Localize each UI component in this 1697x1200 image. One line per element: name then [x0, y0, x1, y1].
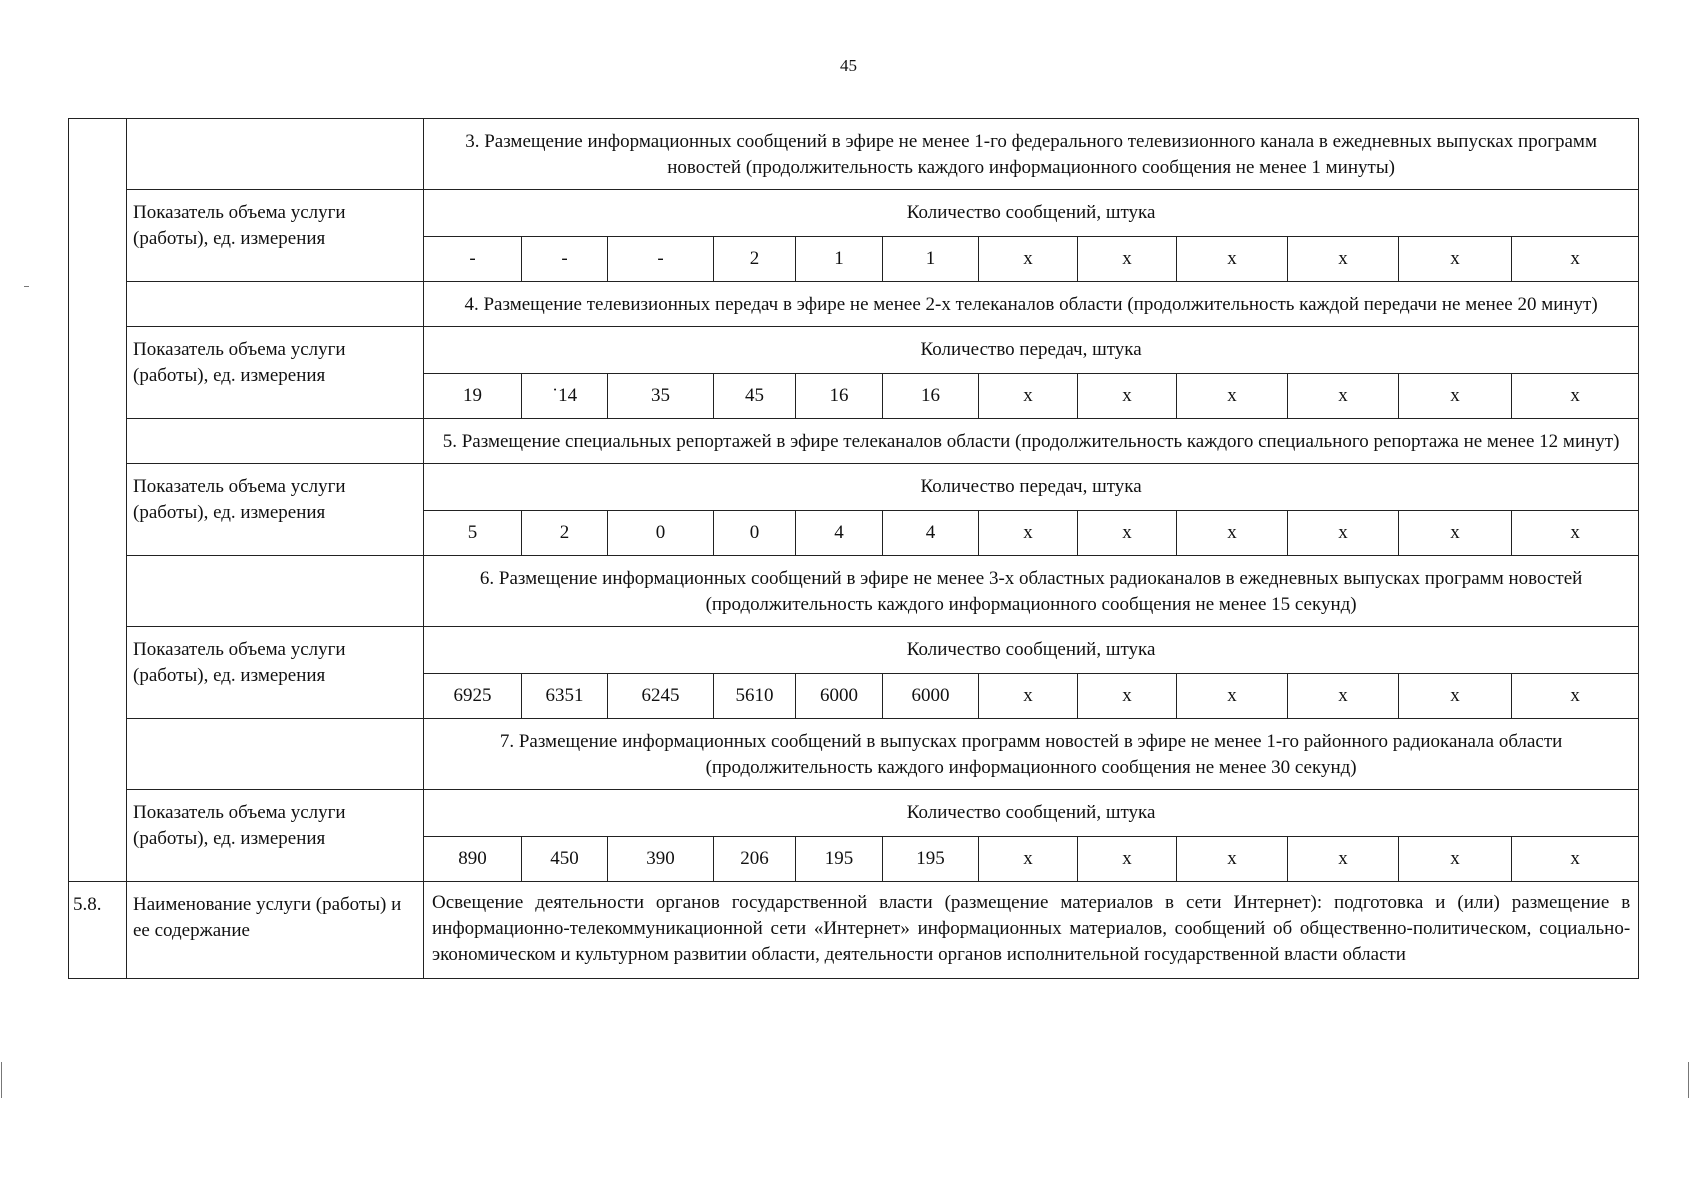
label-cell-empty	[127, 556, 424, 627]
value-cell: x	[1288, 674, 1399, 719]
label-cell-empty	[127, 419, 424, 464]
value-cell: x	[1177, 511, 1288, 556]
value-cell: x	[979, 837, 1078, 882]
service-title: 5. Размещение специальных репортажей в эфире телеканалов области (продолжительность каждого специального репортажа не менее 12 минут)	[424, 419, 1639, 464]
value-cell: 6000	[883, 674, 979, 719]
margin-mark	[24, 286, 29, 287]
service-title: 4. Размещение телевизионных передач в эфире не менее 2-х телеканалов области (продолжительность каждой передачи не менее 20 минут)	[424, 282, 1639, 327]
page-number: 45	[840, 56, 857, 75]
volume-indicator-label: Показатель объема услуги (работы), ед. измерения	[127, 627, 424, 719]
value-cell: 0	[714, 511, 796, 556]
value-cell: x	[1078, 837, 1177, 882]
row-5-8	[69, 882, 1639, 979]
value-cell: 6925	[424, 674, 522, 719]
unit-of-measure: Количество сообщений, штука	[424, 790, 1639, 837]
value-cell: 890	[424, 837, 522, 882]
value-cell: x	[1288, 837, 1399, 882]
value-cell: 6245	[608, 674, 714, 719]
value-cell: x	[1512, 511, 1639, 556]
value-cell: x	[1078, 511, 1177, 556]
value-cell: x	[1399, 237, 1512, 282]
value-cell: -	[608, 237, 714, 282]
value-cell: x	[1288, 511, 1399, 556]
value-cell: x	[1177, 837, 1288, 882]
value-cell: 195	[796, 837, 883, 882]
value-cell: 206	[714, 837, 796, 882]
volume-indicator-label: Показатель объема услуги (работы), ед. измерения	[127, 464, 424, 556]
value-cell: -	[424, 237, 522, 282]
value-cell: 450	[522, 837, 608, 882]
unit-row	[69, 464, 1639, 511]
service-title-row	[69, 419, 1639, 464]
value-cell: 35	[608, 374, 714, 419]
value-cell: x	[1288, 374, 1399, 419]
value-cell: x	[1399, 837, 1512, 882]
value-cell: ˙14	[522, 374, 608, 419]
value-cell: x	[979, 511, 1078, 556]
value-cell: x	[979, 674, 1078, 719]
value-cell: x	[1177, 374, 1288, 419]
value-cell: x	[1512, 237, 1639, 282]
value-cell: 2	[522, 511, 608, 556]
value-cell: x	[1078, 237, 1177, 282]
margin-mark	[1688, 1062, 1689, 1098]
value-cell: 5	[424, 511, 522, 556]
value-cell: x	[1399, 374, 1512, 419]
unit-row	[69, 190, 1639, 237]
unit-of-measure: Количество сообщений, штука	[424, 627, 1639, 674]
value-cell: 1	[883, 237, 979, 282]
value-cell: x	[1288, 237, 1399, 282]
value-cell: 2	[714, 237, 796, 282]
value-cell: 5610	[714, 674, 796, 719]
value-cell: 19	[424, 374, 522, 419]
value-cell: 4	[796, 511, 883, 556]
value-cell: 16	[796, 374, 883, 419]
volume-indicator-label: Показатель объема услуги (работы), ед. измерения	[127, 327, 424, 419]
service-title-row	[69, 719, 1639, 790]
service-title: 6. Размещение информационных сообщений в эфире не менее 3-х областных радиоканалов в ежедневных выпусках программ новостей (продолжительность каждого информационного сообщения не менее 15 секунд)	[424, 556, 1639, 627]
unit-of-measure: Количество сообщений, штука	[424, 190, 1639, 237]
label-cell-empty	[127, 282, 424, 327]
unit-row	[69, 327, 1639, 374]
value-cell: 195	[883, 837, 979, 882]
label-cell-empty	[127, 119, 424, 190]
value-cell: x	[1078, 674, 1177, 719]
unit-row	[69, 627, 1639, 674]
value-cell: x	[1399, 674, 1512, 719]
service-title-row	[69, 556, 1639, 627]
service-title-row	[69, 119, 1639, 190]
value-cell: x	[1512, 674, 1639, 719]
value-cell: x	[979, 237, 1078, 282]
unit-of-measure: Количество передач, штука	[424, 464, 1639, 511]
service-title-row	[69, 282, 1639, 327]
unit-of-measure: Количество передач, штука	[424, 327, 1639, 374]
value-cell: 4	[883, 511, 979, 556]
margin-mark	[1, 1062, 2, 1098]
value-cell: x	[1399, 511, 1512, 556]
value-cell: -	[522, 237, 608, 282]
row-number: 5.8.	[69, 882, 127, 979]
label-cell-empty	[127, 719, 424, 790]
service-title: 3. Размещение информационных сообщений в эфире не менее 1-го федерального телевизионного канала в ежедневных выпусках программ новостей (продолжительность каждого информационного сообщения не менее 1 минуты)	[424, 119, 1639, 190]
value-cell: 6000	[796, 674, 883, 719]
value-cell: 1	[796, 237, 883, 282]
services-table	[68, 118, 1639, 979]
value-cell: 45	[714, 374, 796, 419]
volume-indicator-label: Показатель объема услуги (работы), ед. измерения	[127, 790, 424, 882]
value-cell: x	[1177, 237, 1288, 282]
value-cell: 390	[608, 837, 714, 882]
value-cell: x	[1177, 674, 1288, 719]
volume-indicator-label: Показатель объема услуги (работы), ед. измерения	[127, 190, 424, 282]
value-cell: 0	[608, 511, 714, 556]
value-cell: x	[1512, 374, 1639, 419]
service-title: 7. Размещение информационных сообщений в выпусках программ новостей в эфире не менее 1-го районного радиоканала области (продолжительность каждого информационного сообщения не менее 30 секунд)	[424, 719, 1639, 790]
value-cell: x	[1512, 837, 1639, 882]
value-cell: x	[979, 374, 1078, 419]
value-cell: x	[1078, 374, 1177, 419]
value-cell: 16	[883, 374, 979, 419]
unit-row	[69, 790, 1639, 837]
number-cell-empty	[69, 119, 127, 882]
service-description: Освещение деятельности органов государственной власти (размещение материалов в сети Интернет): подготовка и (или) размещение в информационно-телекоммуникационной сети «Интернет» информационных материалов, сообщений об общественно-политическом, социально-экономическом и культурном развитии области, деятельности органов исполнительной государственной власти области	[424, 882, 1639, 979]
service-name-label: Наименование услуги (работы) и ее содержание	[127, 882, 424, 979]
value-cell: 6351	[522, 674, 608, 719]
